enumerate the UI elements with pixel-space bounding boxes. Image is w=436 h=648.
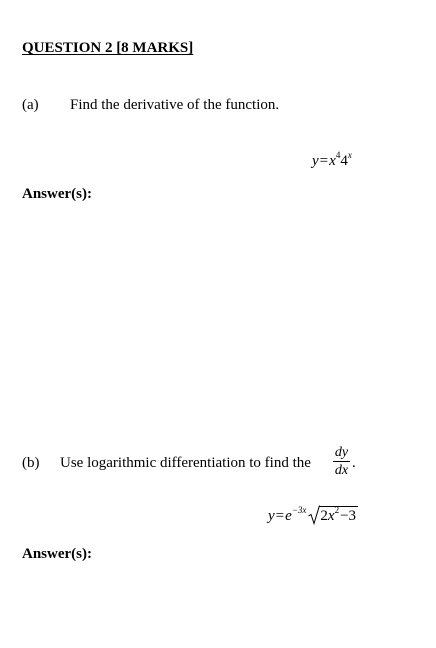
eq-b-equals: =	[275, 508, 285, 524]
fraction-denominator: dx	[334, 463, 349, 478]
eq-b-base-e: e	[285, 508, 292, 524]
eq-a-exp-4: 4	[335, 150, 341, 160]
fraction-bar	[333, 461, 350, 462]
part-b-label: (b)	[22, 455, 40, 471]
eq-a-y: y	[312, 153, 319, 169]
part-b-instruction: Use logarithmic differentiation to find the	[60, 455, 311, 471]
radical-sign-icon	[308, 505, 320, 525]
radicand-var: x	[327, 508, 335, 524]
fraction-period: .	[352, 455, 356, 471]
eq-a-base-4: 4	[340, 153, 348, 169]
part-a-equation	[312, 150, 352, 170]
radicand	[319, 506, 358, 525]
part-a-label: (a)	[22, 97, 39, 113]
eq-b-exp: −3x	[291, 505, 307, 515]
fraction-numerator: dy	[334, 445, 349, 460]
eq-a-base-x: x	[329, 153, 336, 169]
radicand-exp: 2	[334, 505, 340, 515]
part-a-instruction: Find the derivative of the function.	[70, 97, 280, 113]
radicand-coef: 2	[320, 508, 328, 524]
eq-a-equals: =	[319, 153, 329, 169]
dy-dx-fraction	[333, 445, 350, 478]
question-title: QUESTION 2 [8 MARKS]	[22, 40, 194, 56]
eq-a-exp-x: x	[347, 150, 352, 160]
part-b-equation	[268, 506, 358, 525]
eq-b-y: y	[268, 508, 275, 524]
square-root	[308, 506, 358, 525]
part-b-answer-label: Answer(s):	[22, 546, 92, 562]
radicand-rest: −3	[340, 508, 357, 524]
part-a-answer-label: Answer(s):	[22, 186, 92, 202]
